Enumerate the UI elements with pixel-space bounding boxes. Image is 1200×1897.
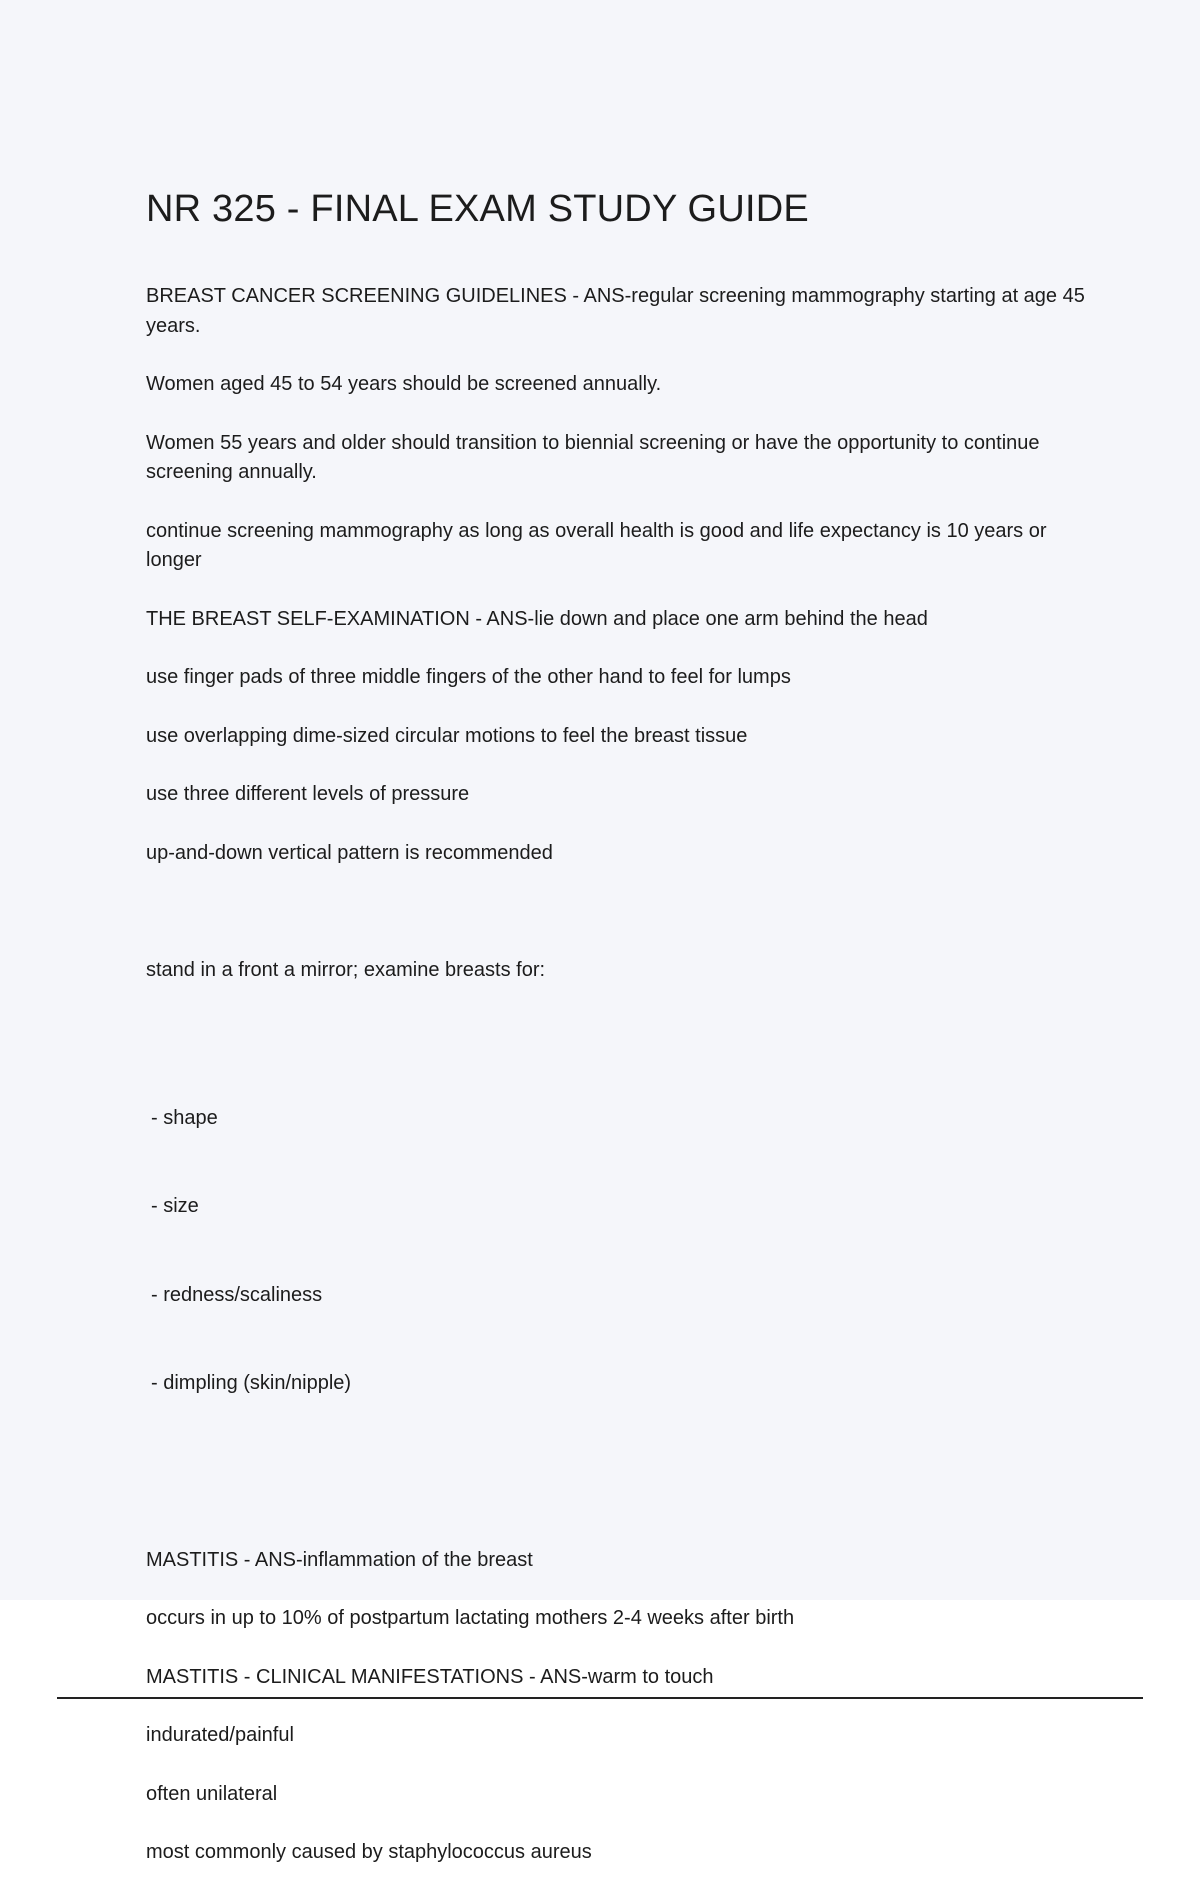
paragraph-screening-guidelines: BREAST CANCER SCREENING GUIDELINES - ANS-regular screening mammography starting at age 45 years. <box>146 285 1091 337</box>
paragraph-vertical-pattern: up-and-down vertical pattern is recommended <box>146 841 553 864</box>
list-item: - shape <box>151 1106 218 1129</box>
footer-divider <box>57 1697 1143 1699</box>
paragraph-pressure-levels: use three different levels of pressure <box>146 783 470 805</box>
paragraph-indurated: indurated/painful <box>146 1724 294 1746</box>
document-title: NR 325 - FINAL EXAM STUDY GUIDE <box>146 188 809 230</box>
mirror-exam-intro: stand in a front a mirror; examine breasts for: <box>146 959 546 981</box>
paragraph-finger-pads: use finger pads of three middle fingers of the other hand to feel for lumps <box>146 666 791 688</box>
paragraph-self-examination: THE BREAST SELF-EXAMINATION - ANS-lie down and place one arm behind the head <box>146 607 928 630</box>
paragraph-unilateral: often unilateral <box>146 1782 278 1805</box>
paragraph-staphylococcus: most commonly caused by staphylococcus aureus <box>146 1841 592 1863</box>
paragraph-mastitis: MASTITIS - ANS-inflammation of the breast <box>146 1548 533 1571</box>
paragraph-circular-motions: use overlapping dime-sized circular motions to feel the breast tissue <box>146 724 748 747</box>
list-item: - dimpling (skin/nipple) <box>151 1372 352 1394</box>
paragraph-mastitis-occurrence: occurs in up to 10% of postpartum lactating mothers 2-4 weeks after birth <box>146 1607 795 1629</box>
mirror-exam-block <box>146 897 1106 1517</box>
paragraph-continue-screening: continue screening mammography as long as overall health is good and life expectancy is 10 years or longer <box>146 519 1053 571</box>
document-content <box>146 186 1106 1897</box>
paragraph-mastitis-manifestations: MASTITIS - CLINICAL MANIFESTATIONS - ANS-warm to touch <box>146 1665 714 1688</box>
list-item: - size <box>151 1195 199 1217</box>
paragraph-women-55-older: Women 55 years and older should transition to biennial screening or have the opportunity to continue screening annually. <box>146 431 1046 483</box>
paragraph-women-45-54: Women aged 45 to 54 years should be screened annually. <box>146 373 662 395</box>
list-item: - redness/scaliness <box>151 1283 323 1306</box>
mirror-exam-list <box>146 1045 1106 1458</box>
